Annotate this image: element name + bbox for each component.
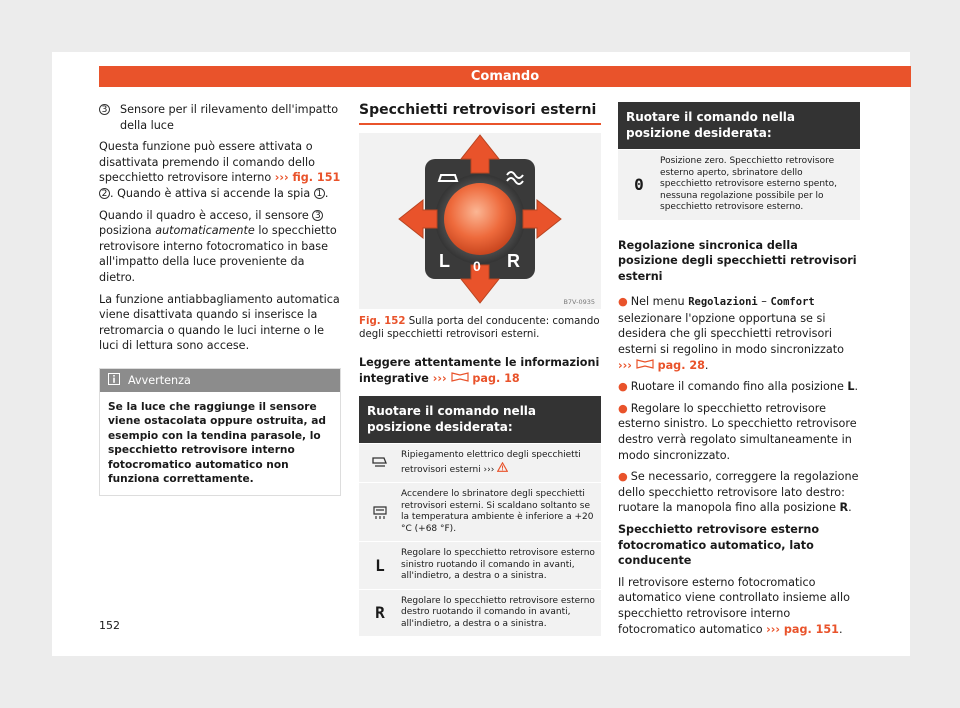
page-number: 152	[99, 619, 120, 632]
row-text: Regolare lo specchietto retrovisore esterno sinistro ruotando il comando in avanti, all'indietro, a destra o a sinistra.	[401, 548, 595, 582]
table-header: Ruotare il comando nella posizione desiderata:	[618, 102, 860, 149]
warning-title: Avvertenza	[128, 373, 191, 387]
column-left	[99, 102, 341, 496]
text-run: Leggere attentamente le informazioni integrative	[359, 356, 600, 385]
ref-badge: 1	[314, 188, 325, 199]
bullet-item	[618, 469, 860, 516]
ref-badge: 3	[312, 210, 323, 221]
table-header: Ruotare il comando nella posizione desiderata:	[359, 396, 601, 443]
table-row	[359, 482, 601, 541]
info-icon	[108, 373, 120, 388]
page-link[interactable]	[433, 372, 520, 385]
auto-dimming-title: Specchietto retrovisore esterno fotocromatico automatico, lato conducente	[618, 523, 820, 568]
text-run: lo specchietto retrovisore interno fotocromatico in base all'impatto della luce proveniente da dietro.	[99, 224, 337, 284]
symbol-cell: R	[375, 603, 385, 623]
text-run: . Quando è attiva si accende la spia	[110, 186, 314, 200]
text-run: .	[854, 380, 859, 394]
defrost-icon	[372, 505, 388, 519]
warning-text: Se la luce che raggiunge il sensore viene ostacolata oppure ostruita, ad esempio con la tendina parasole, lo specchietto retrovisore interno fotocromatico automatico non funziona correttamente.	[108, 400, 326, 486]
menu-name: Comfort	[770, 296, 815, 309]
bullet-item	[618, 294, 860, 373]
text-run: Se necessario, correggere la regolazione dello specchietto retrovisore lato destro: ruotare la manopola fino alla posizione	[618, 470, 859, 515]
text-run: Ripiegamento elettrico degli specchietti retrovisori esterni ›››	[401, 450, 581, 475]
positions-table-continued	[618, 102, 860, 220]
link-page: pag. 18	[472, 371, 520, 385]
read-note	[359, 355, 601, 386]
paragraph-auto-dimming	[618, 575, 860, 637]
positions-table	[359, 396, 601, 636]
text-run: .	[324, 186, 329, 200]
text-run: –	[757, 295, 771, 309]
table-row	[359, 443, 601, 482]
paragraph-sensor	[99, 208, 341, 286]
text-run: Nel menu	[630, 295, 689, 309]
bullet-dot: ●	[618, 401, 628, 415]
bold-run: L	[847, 380, 855, 394]
italic-run: automaticamente	[155, 224, 255, 238]
row-text	[401, 450, 601, 476]
figure-link[interactable]: ››› fig. 151	[274, 171, 341, 185]
bold-run: R	[839, 501, 849, 515]
caption-number: Fig. 152	[359, 316, 406, 327]
warning-triangle-icon	[497, 462, 508, 472]
label-left: L	[439, 251, 450, 271]
row-text: Regolare lo specchietto retrovisore esterno destro ruotando il comando in avanti, all'indietro, a destra o a sinistra.	[401, 595, 595, 629]
table-row	[618, 149, 860, 220]
sync-title: Regolazione sincronica della posizione degli specchietti retrovisori esterni	[618, 238, 857, 283]
legend-item-3	[99, 102, 341, 133]
link-arrows: ›››	[432, 371, 451, 385]
book-icon	[451, 371, 469, 382]
ref-badge: 2	[99, 188, 110, 199]
figure-caption	[359, 315, 601, 341]
mirror-knob-illustration	[359, 133, 601, 309]
book-icon	[636, 358, 654, 369]
symbol-cell: 0	[634, 175, 644, 195]
page-link[interactable]	[618, 359, 705, 372]
figure-code: B7V-0935	[563, 298, 595, 306]
warning-header	[100, 369, 340, 392]
page-link[interactable]: ››› pag. 151	[766, 622, 839, 636]
text-run: Il retrovisore esterno fotocromatico automatico viene controllato insieme allo specchietto retrovisore interno fotocromatico automatico	[618, 575, 850, 636]
chapter-header: Comando	[99, 66, 911, 87]
warning-box	[99, 368, 341, 496]
link-arrows: ›››	[618, 358, 636, 372]
row-text: Accendere lo sbrinatore degli specchietti retrovisori esterni. Si scaldano soltanto se la temperatura ambiente è inferiore a +20 °C (+68 °F).	[401, 489, 594, 534]
legend-text: Sensore per il rilevamento dell'impatto della luce	[120, 103, 339, 132]
symbol-cell: L	[375, 555, 385, 575]
column-right	[618, 102, 860, 643]
bullet-item	[618, 379, 860, 395]
text-run: Ruotare il comando fino alla posizione	[630, 380, 848, 394]
bullet-item	[618, 401, 860, 463]
caption-text: Sulla porta del conducente: comando degli specchietti retrovisori esterni.	[359, 316, 600, 340]
table-row	[359, 589, 601, 637]
bullet-dot: ●	[618, 470, 628, 484]
text-run: Questa funzione può essere attivata o disattivata premendo il comando dello specchietto retrovisore interno	[99, 140, 315, 185]
row-text: Posizione zero. Specchietto retrovisore esterno aperto, sbrinatore dello specchietto retrovisore esterno spento, nessuna regolazione possibile per lo specchietto retrovisore esterno.	[660, 156, 837, 212]
manual-page	[52, 52, 910, 656]
bullet-dot: ●	[618, 295, 628, 309]
fold-mirror-icon	[372, 457, 388, 469]
bullet-dot: ●	[618, 380, 628, 394]
table-row	[359, 541, 601, 589]
paragraph-activation	[99, 139, 341, 201]
section-title: Specchietti retrovisori esterni	[359, 102, 601, 125]
label-right: R	[507, 251, 520, 271]
text-run: posiziona	[99, 224, 156, 238]
knob	[444, 183, 516, 255]
column-middle	[359, 102, 601, 636]
text-run: selezionare l'opzione opportuna se si desidera che gli specchietti retrovisori esterni si regolino in modo sincronizzato	[618, 311, 844, 357]
symbol-cell	[359, 450, 401, 476]
symbol-cell	[359, 489, 401, 535]
figure-mirror-control	[359, 133, 601, 309]
text-run: .	[838, 622, 843, 636]
legend-number-badge: 3	[99, 104, 110, 115]
text-run: Regolare lo specchietto retrovisore esterno sinistro. Lo specchietto retrovisore destro verrà regolato simultaneamente in modo sincronizzato.	[618, 401, 857, 462]
link-page: pag. 28	[653, 358, 705, 372]
text-run: .	[704, 358, 709, 372]
label-zero: 0	[473, 258, 481, 274]
text-run: .	[848, 501, 852, 515]
text-run: Quando il quadro è acceso, il sensore	[99, 208, 313, 222]
menu-name: Regolazioni	[688, 296, 758, 309]
paragraph-antiglare: La funzione antiabbagliamento automatica viene disattivata quando si inserisce la retromarcia o quando le luci interne o le luci di lettura sono accese.	[99, 292, 340, 353]
